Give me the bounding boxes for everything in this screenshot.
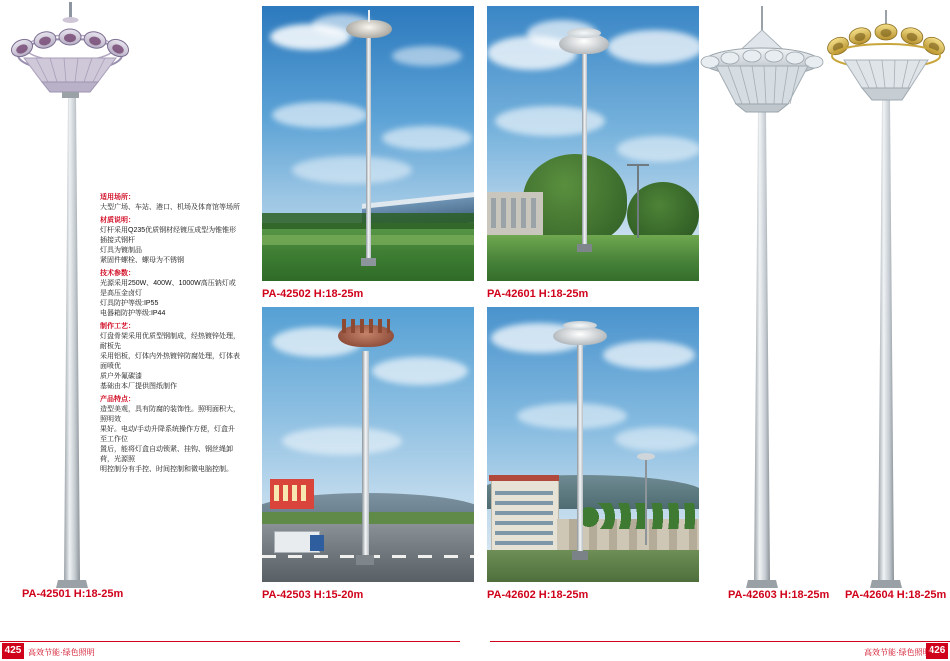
secondary-mast	[645, 457, 647, 545]
tree-cluster	[577, 503, 697, 529]
pole-base	[356, 555, 374, 565]
caption-pa-42501: PA-42501 H:18-25m	[22, 588, 124, 600]
truck-cab	[310, 535, 324, 551]
pole-base	[361, 258, 376, 266]
pole-base	[577, 244, 592, 252]
page-number-left: 425	[2, 643, 24, 659]
product-illustration-pa-42604	[826, 0, 950, 590]
caption-pa-42502: PA-42502 H:18-25m	[262, 288, 364, 300]
spec-line: 明控制分有手控、时间控制和微电脑控制。	[100, 466, 233, 473]
spec-heading: 材质说明：	[100, 217, 135, 224]
photo-pa-42503	[262, 307, 474, 582]
spec-line: 置后，能将灯盒自动锁紧、挂钩、钢丝绳卸荷，光源照	[100, 446, 233, 463]
footer-text-right: 高效节能·绿色照明	[864, 648, 931, 657]
spec-line: 灯杆采用Q235优质钢材经镀压成型为锥锥形插接式钢杆	[100, 227, 237, 244]
lamp-crown	[563, 321, 597, 330]
caption-pa-42601: PA-42601 H:18-25m	[487, 288, 589, 300]
spec-section-4	[100, 395, 240, 475]
spec-section-0	[100, 193, 240, 213]
spec-section-3	[100, 322, 240, 392]
spec-line: 采用铝板，灯体内外热镀锌防腐处理，灯体表面喷优	[100, 353, 240, 370]
caption-pa-42603: PA-42603 H:18-25m	[728, 589, 830, 601]
billboard-text	[274, 485, 310, 501]
grass-field	[487, 235, 699, 281]
street-lamp	[637, 166, 639, 238]
product-illustration-pa-42603	[700, 0, 830, 590]
spec-line: 果好。电动/手动升降系统操作方便，灯盒升至工作位	[100, 426, 235, 443]
high-mast-pole	[582, 52, 587, 248]
page-number-right: 426	[926, 643, 948, 659]
ground	[487, 550, 699, 582]
footer-rule-left	[0, 641, 460, 642]
spec-line: 灯具防护等级:IP55	[100, 300, 159, 307]
photo-pa-42601	[487, 6, 699, 281]
lamp-finial	[368, 10, 370, 22]
spec-line: 造型美观，具有防腐的装饰性。照明面积大，照明效	[100, 406, 240, 423]
spec-line: 基础由本厂提供图纸制作	[100, 383, 177, 390]
apartment-roof	[489, 475, 559, 481]
specification-text	[100, 190, 240, 475]
caption-pa-42503: PA-42503 H:15-20m	[262, 589, 364, 601]
high-mast-pole	[577, 343, 583, 555]
footer-text-left: 高效节能·绿色照明	[28, 648, 95, 657]
pole-base	[572, 551, 588, 560]
spec-section-1	[100, 216, 240, 266]
spec-section-2	[100, 269, 240, 319]
lamp-head	[346, 20, 392, 38]
lamp-crown	[567, 28, 601, 38]
spec-line: 紧固件螺栓、螺母为不锈钢	[100, 257, 184, 264]
footer-rule-right	[490, 641, 950, 642]
spec-line: 质户外氟碳漆	[100, 373, 142, 380]
spec-line: 灯盘骨架采用优质型钢制成，经热镀锌处理，耐板先	[100, 333, 240, 350]
secondary-mast-head	[637, 453, 655, 460]
caption-pa-42602: PA-42602 H:18-25m	[487, 589, 589, 601]
spec-line: 大型广场、车站、港口、机场及体育馆等场所	[100, 204, 240, 211]
apartment-windows	[495, 485, 553, 545]
high-mast-pole	[362, 351, 369, 559]
spec-heading: 制作工艺：	[100, 323, 135, 330]
lamp-arms	[342, 319, 390, 333]
photo-pa-42602	[487, 307, 699, 582]
caption-pa-42604: PA-42604 H:18-25m	[845, 589, 947, 601]
spec-line: 灯具为镀制品	[100, 247, 142, 254]
spec-line: 电器箱防护等级:IP44	[100, 310, 166, 317]
photo-pa-42502	[262, 6, 474, 281]
street-lamp-arm	[627, 164, 649, 166]
building-windows	[491, 198, 539, 228]
spec-line: 光源采用250W、400W、1000W高压钠灯或是高压金卤灯	[100, 280, 236, 297]
high-mast-pole	[366, 32, 371, 262]
page-footer	[0, 639, 950, 661]
spec-heading: 产品特点：	[100, 396, 135, 403]
spec-heading: 技术参数：	[100, 270, 135, 277]
spec-heading: 适用场所：	[100, 194, 135, 201]
